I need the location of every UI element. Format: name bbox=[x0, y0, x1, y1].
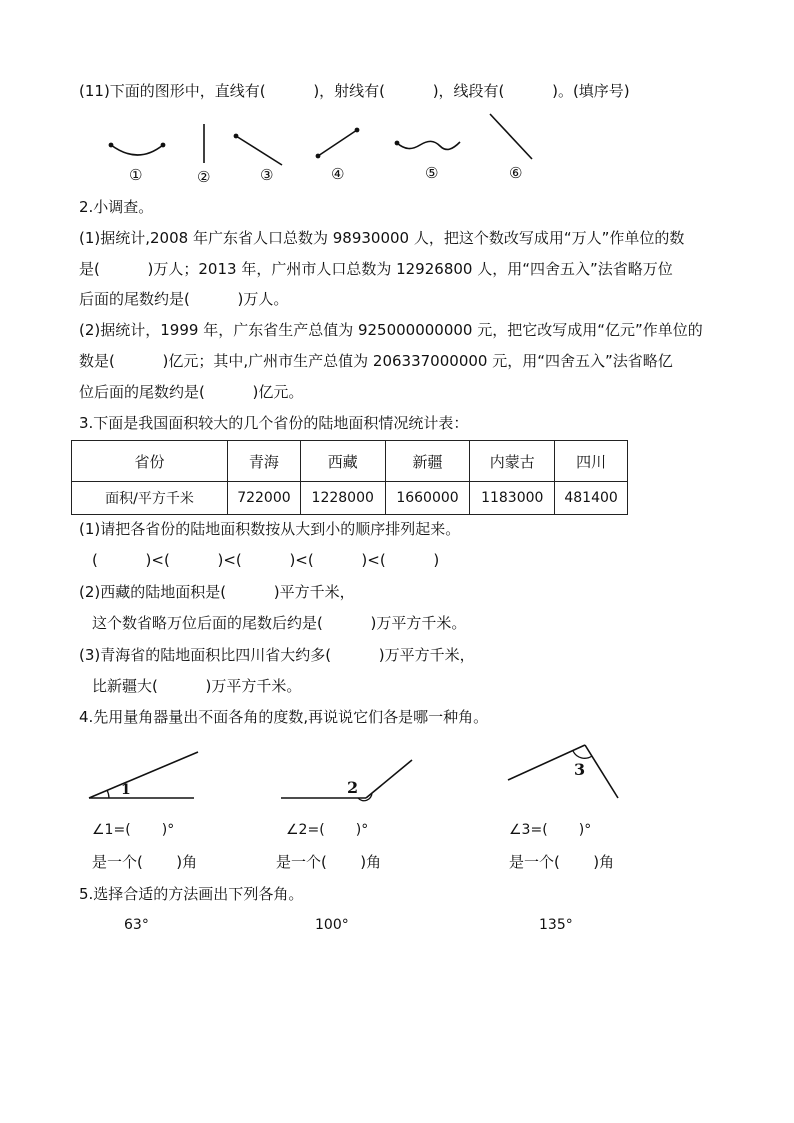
table-cell: 1660000 bbox=[385, 482, 470, 515]
label-2: ② bbox=[197, 168, 211, 186]
angle-2-kind: 是一个( )角 bbox=[276, 853, 382, 871]
angle-1-label: 1 bbox=[121, 782, 131, 798]
q5-title: 5.选择合适的方法画出下列各角。 bbox=[79, 885, 304, 903]
table-header-cell: 四川 bbox=[555, 441, 628, 482]
angle-1-figure bbox=[89, 752, 198, 798]
table-cell: 1228000 bbox=[300, 482, 385, 515]
q2-p2-line1: (2)据统计，1999 年，广东省生产总值为 925000000000 元，把它改写成用“亿元”作单位的 bbox=[79, 321, 703, 339]
q3-s3-line1: (3)青海省的陆地面积比四川省大约多( )万平方千米， bbox=[79, 646, 475, 664]
table-header-cell: 西藏 bbox=[300, 441, 385, 482]
q3-s2-line2: 这个数省略万位后面的尾数后约是( )万平方千米。 bbox=[92, 614, 467, 632]
angle-135: 135° bbox=[539, 917, 573, 933]
angle-100: 100° bbox=[315, 917, 349, 933]
q3-s1: (1)请把各省份的陆地面积数按从大到小的顺序排列起来。 bbox=[79, 520, 461, 538]
q2-p1-line2: 是( )万人；2013 年，广州市人口总数为 12926800 人，用“四舍五入”法省略万位 bbox=[79, 260, 673, 278]
angle-63: 63° bbox=[124, 917, 149, 933]
angle-3-kind: 是一个( )角 bbox=[509, 853, 615, 871]
q2-p1-line1: (1)据统计,2008 年广东省人口总数为 98930000 人，把这个数改写成用“万人”作单位的数 bbox=[79, 229, 685, 247]
table-header-cell: 内蒙古 bbox=[470, 441, 555, 482]
q3-s3-line2: 比新疆大( )万平方千米。 bbox=[92, 677, 302, 695]
angle-3-measure: ∠3=( )° bbox=[509, 822, 592, 838]
table-cell: 722000 bbox=[228, 482, 301, 515]
q2-p2-line2: 数是( )亿元；其中,广州市生产总值为 206337000000 元，用“四舍五入”法省略亿 bbox=[79, 352, 673, 370]
label-1: ① bbox=[129, 166, 143, 184]
q2-p2-line3: 位后面的尾数约是( )亿元。 bbox=[79, 383, 304, 401]
q3-s2-line1: (2)西藏的陆地面积是( )平方千米， bbox=[79, 583, 355, 601]
q4-title: 4.先用量角器量出不面各角的度数,再说说它们各是哪一种角。 bbox=[79, 708, 489, 726]
table-header-cell: 新疆 bbox=[385, 441, 470, 482]
label-4: ④ bbox=[331, 165, 345, 183]
angle-3-label: 3 bbox=[574, 760, 586, 779]
label-6: ⑥ bbox=[509, 164, 523, 182]
angle-2-label: 2 bbox=[347, 778, 359, 797]
q3-title: 3.下面是我国面积较大的几个省份的陆地面积情况统计表： bbox=[79, 414, 469, 432]
angle-2-measure: ∠2=( )° bbox=[286, 822, 369, 838]
table-cell: 481400 bbox=[555, 482, 628, 515]
label-3: ③ bbox=[260, 166, 274, 184]
q2-p1-line3: 后面的尾数约是( )万人。 bbox=[79, 290, 289, 308]
table-cell: 1183000 bbox=[470, 482, 555, 515]
label-5: ⑤ bbox=[425, 164, 439, 182]
table-header-cell: 青海 bbox=[228, 441, 301, 482]
q11-text: (11)下面的图形中，直线有( )，射线有( )，线段有( )。(填序号) bbox=[79, 82, 630, 100]
angle-1-measure: ∠1=( )° bbox=[92, 822, 175, 838]
angle-1-kind: 是一个( )角 bbox=[92, 853, 198, 871]
table-header-cell: 省份 bbox=[72, 441, 228, 482]
table-cell: 面积/平方千米 bbox=[72, 482, 228, 515]
q2-title: 2.小调查。 bbox=[79, 198, 154, 216]
q3-s1-blanks: ( )<( )<( )<( )<( ) bbox=[92, 551, 440, 569]
angle-3-figure bbox=[508, 745, 618, 798]
